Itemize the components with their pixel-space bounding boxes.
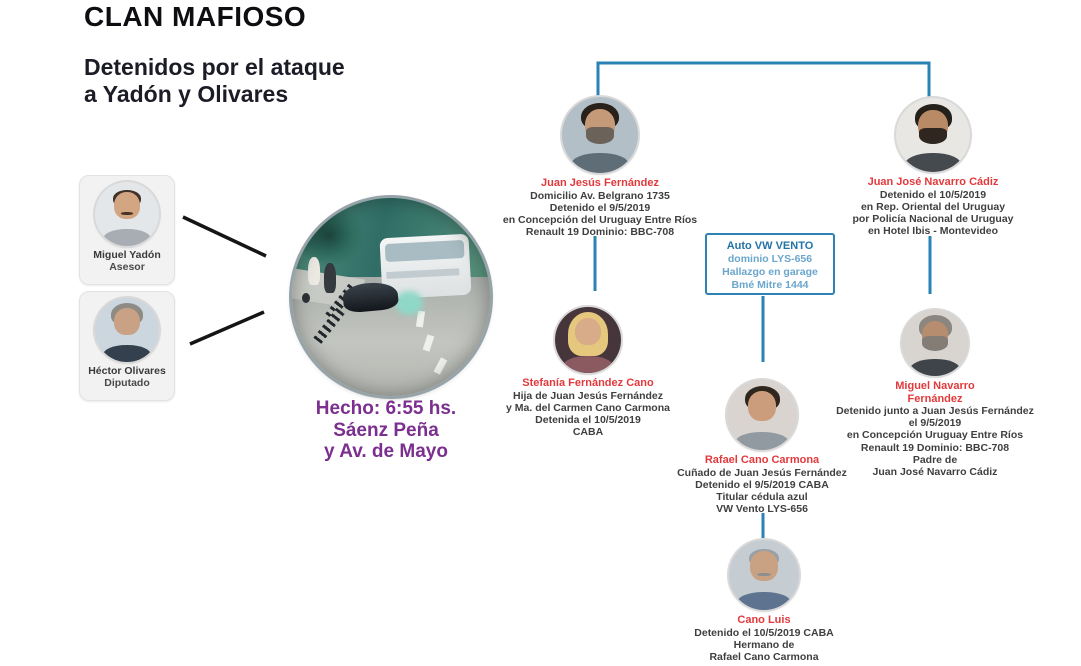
detail-line: Padre de (912, 453, 958, 466)
torso-shape (735, 432, 788, 450)
small-object (302, 293, 310, 303)
header (84, 2, 484, 108)
stefania-fernandez-cano-photo (555, 307, 621, 373)
torso-shape (905, 153, 961, 172)
detail-line: el 9/5/2019 (908, 417, 962, 430)
bus-stripe (387, 268, 460, 279)
suspect-name: Cano Luis (737, 614, 791, 626)
suspect-juan-jesus-fernandez (480, 97, 720, 238)
detail-line: CABA (572, 426, 604, 439)
victim-role: Diputado (104, 377, 150, 389)
teal-highlight (395, 291, 423, 315)
torso-shape (737, 592, 790, 610)
lane-dash (422, 334, 433, 351)
beard-shape (919, 128, 947, 144)
vehicle-line: dominio LYS-656 (727, 253, 813, 265)
detail-line: Hija de Juan Jesús Fernández (513, 389, 663, 402)
lane-dash (433, 358, 447, 375)
pedestrian-figure (308, 257, 320, 285)
victim-card-miguel-yadon (79, 175, 175, 285)
vehicle-line: Auto VW VENTO (726, 240, 814, 252)
caption-line: Sáenz Peña (333, 419, 439, 441)
detail-line: Cuñado de Juan Jesús Fernández (677, 466, 847, 479)
victim-card-hector-olivares (79, 291, 175, 401)
detail-line: Juan José Navarro Cádiz (872, 466, 998, 479)
caption-line: y Av. de Mayo (324, 441, 448, 462)
bus-shape (380, 233, 472, 299)
sidewalk (292, 267, 365, 309)
suspect-name: Juan José Navarro Cádiz (867, 176, 999, 188)
detail-line: en Concepción del Uruguay Entre Ríos (502, 213, 698, 226)
torso-shape (103, 229, 152, 246)
subtitle-line: a Yadón y Olivares (84, 81, 289, 107)
face-shape (750, 551, 778, 580)
detail-line: Titular cédula azul (716, 490, 808, 503)
torso-shape (910, 359, 960, 376)
attack-car-shape (342, 281, 400, 313)
suspect-name: Juan Jesús Fernández (541, 177, 659, 189)
subtitle-line: Detenidos por el ataque (84, 54, 345, 80)
face-shape (575, 318, 601, 346)
tree-canopy (294, 204, 365, 267)
guardrail (325, 284, 356, 320)
suspect-name: Stefanía Fernández Cano (522, 377, 654, 389)
face-shape (114, 308, 140, 335)
torso-shape (103, 345, 152, 362)
detail-line: Detenido el 10/5/2019 CABA (694, 626, 834, 639)
road-area (292, 277, 490, 396)
cano-luis-photo (729, 540, 799, 610)
incident-caption (280, 398, 492, 463)
connector-yadon-scene (183, 217, 266, 256)
victim-name: Miguel Yadón (93, 249, 161, 261)
suspect-miguel-navarro-fernandez (815, 310, 1055, 478)
rafael-cano-carmona-photo (727, 380, 797, 450)
connector-top-bracket (598, 63, 929, 97)
suspect-name: Miguel Navarro Fernández (895, 380, 975, 405)
detail-line: Detenido junto a Juan Jesús Fernández (836, 405, 1034, 417)
bus-windows (385, 239, 464, 261)
juan-jesus-fernandez-photo (562, 97, 638, 173)
detail-line: Renault 19 Dominio: BBC-708 (525, 226, 675, 239)
guardrail (313, 308, 344, 344)
suspect-juan-jose-navarro-cadiz (813, 98, 1053, 237)
detail-line: VW Vento LYS-656 (716, 503, 808, 516)
detail-line: Detenido el 9/5/2019 CABA (695, 478, 829, 491)
suspect-cano-luis (656, 540, 872, 663)
lane-dash (416, 310, 425, 327)
detail-line: Hermano de (733, 638, 795, 651)
vehicle-line: Hallazgo en garage (722, 266, 818, 278)
beard-shape (586, 127, 615, 144)
detail-line: Renault 19 Dominio: BBC-708 (860, 441, 1010, 454)
detail-line: Detenido el 9/5/2019 (549, 201, 651, 214)
pedestrian-figure (324, 263, 336, 293)
victim-role: Asesor (109, 261, 145, 273)
detail-line: Rafael Cano Carmona (709, 650, 819, 663)
detail-line: Domicilio Av. Belgrano 1735 (530, 189, 670, 202)
cctv-attack-scene-photo (292, 198, 490, 396)
page-subtitle (84, 54, 484, 108)
torso-shape (571, 153, 629, 173)
page-title: CLAN MAFIOSO (84, 1, 307, 32)
face-shape (748, 391, 776, 420)
caption-line: Hecho: 6:55 hs. (315, 398, 457, 419)
vehicle-line: Bmé Mitre 1444 (731, 279, 809, 291)
face-shape (114, 192, 140, 219)
beard-shape (922, 336, 947, 351)
suspect-name: Rafael Cano Carmona (704, 454, 820, 466)
victim-name: Héctor Olivares (88, 365, 166, 377)
juan-jose-navarro-cadiz-photo (896, 98, 970, 172)
detail-line: Detenida el 10/5/2019 (535, 413, 641, 426)
detail-line: en Concepción Uruguay Entre Ríos (846, 429, 1024, 442)
torso-shape (563, 356, 613, 373)
detail-line: en Hotel Ibis - Montevideo (867, 225, 999, 238)
hector-olivares-photo (95, 298, 159, 362)
detail-line: en Rep. Oriental del Uruguay (860, 200, 1006, 213)
connector-olivares-scene (190, 312, 264, 344)
miguel-navarro-fernandez-photo (902, 310, 968, 376)
detail-line: Detenido el 10/5/2019 (879, 188, 987, 201)
vw-vento-info-box (705, 233, 835, 295)
miguel-yadon-photo (95, 182, 159, 246)
detail-line: y Ma. del Carmen Cano Carmona (506, 401, 670, 414)
detail-line: por Policía Nacional de Uruguay (852, 212, 1014, 225)
